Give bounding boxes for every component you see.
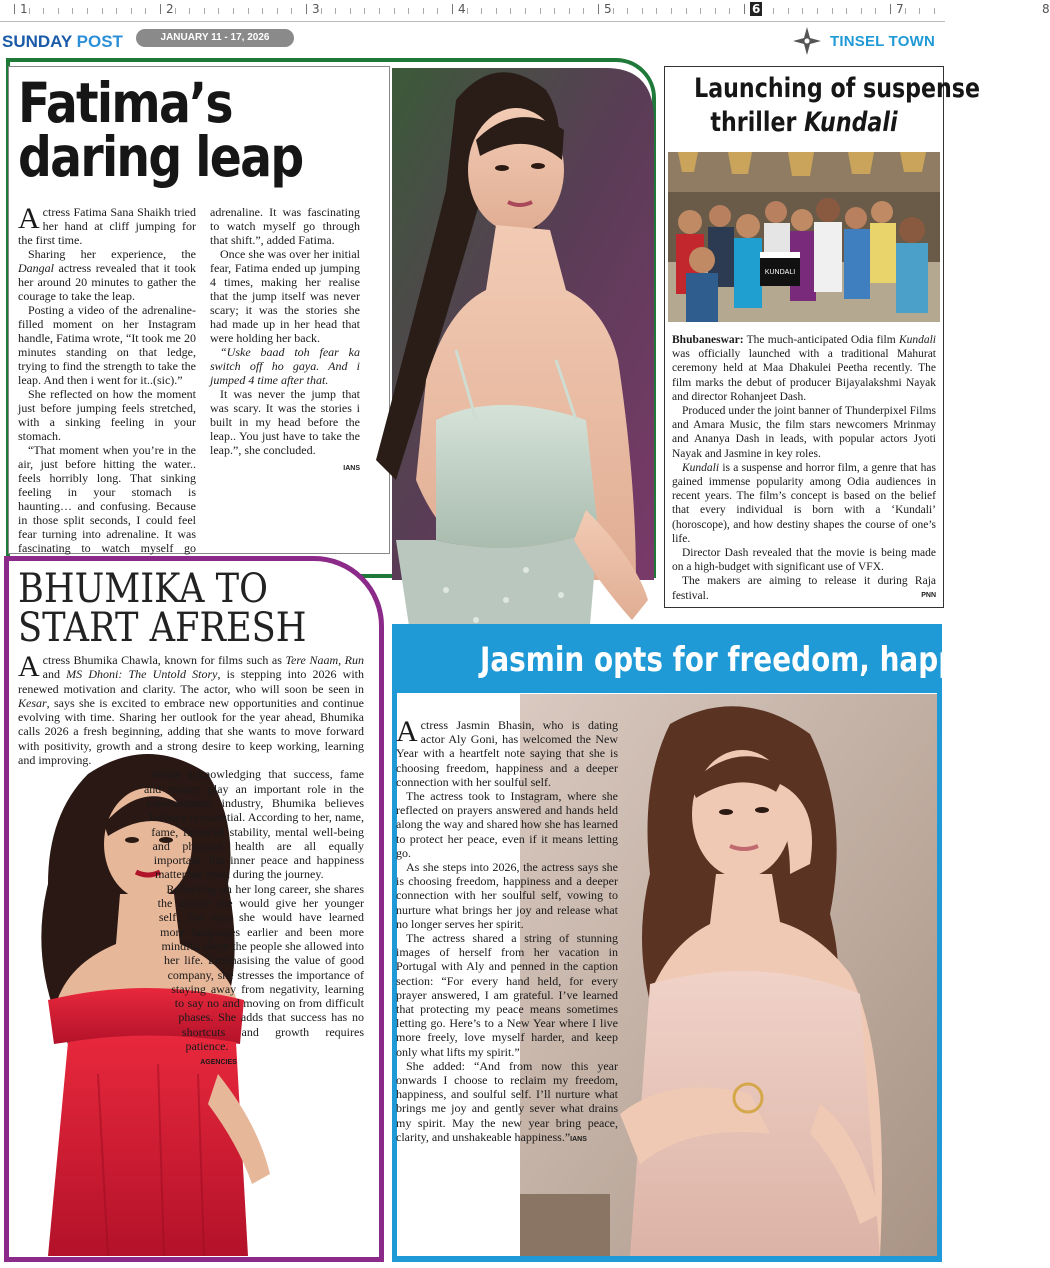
ruler-tick [218,8,219,14]
page-ruler [0,0,1050,22]
bhumika-paragraph-3: Reflecting on her long career, she shares the advice she would give her younger self. She says she would have learned more languages earlier and been more mindful about the people she allowed into her life. Emphasising the value of good company, she stresses the importance of staying away from negativity, learning to say no and moving on from difficult phases. She adds that success has no shortcuts and growth requires patience. [157,881,364,1054]
ruler-number: 5 [604,2,612,16]
ruler-tick [525,8,526,14]
ruler-tick [277,8,278,14]
kundali-credit: PNN [921,591,936,599]
ruler-tick [350,8,351,14]
ruler-number: 4 [458,2,466,16]
fatima-column-2: adrenaline. It was fascinating to watch myself go through that shift.”, added Fatima. Once she was over her initial fear, Fatima ended up jumping 4 times, making her realise that the jump itself was never scary; it was the stories she had made up in her head that were holding her back. “Uske baad toh fear ka switch off ho gaya. And i jumped 4 time after that. It was never the jump that was scary. It was the stories i built in my head before the leap.. You just have to take the leap.”, she concluded. IANS [210,205,360,472]
ruler-tick [248,8,249,14]
ruler-tick [364,8,365,14]
ruler-tick [627,8,628,14]
ruler-tick [700,8,701,14]
ruler-tick [569,8,570,14]
kundali-launch-photo [668,152,940,322]
bhumika-paragraph-1b: and [42,667,67,682]
fatima-paragraph-6: Once she was over her initial fear, Fatima ended up jumping 4 times, making her realise that the jump itself was never scary; it was the stories she had made up in her head that were holding her back. [210,247,360,345]
kundali-paragraph-1a: The much-anticipated Odia film [743,334,899,346]
ruler-tick [145,8,146,14]
bhumika-headline-line2: START AFRESH [18,605,307,651]
ruler-number: 6 [752,2,761,16]
issue-date: JANUARY 11 - 17, 2026 [136,29,294,47]
ruler-tick [87,8,88,14]
ruler-tick [583,8,584,14]
ruler-number: 8 [1042,2,1050,16]
kundali-paragraph-1b: was officially launched with a traditional Mahurat ceremony held at Maa Dhakulei Peetha recently. The film marks the debut of producer Bijayalakshmi Nayak and director Rohanjeet Dash. [672,348,936,403]
ruler-tick [233,8,234,14]
ruler-tick [102,8,103,14]
kundali-paragraph-2: Produced under the joint banner of Thunderpixel Films and Amara Music, the film stars newcomers Mrinmay and Ananya Dash in leads, with popular actors Jyoti Nayak and Jasmine in key roles. [672,405,936,460]
bhumika-paragraph-1c: , is stepping into 2026 with renewed motivation and clarity. The actor, who will soon be seen in [18,667,365,696]
ruler-number: 7 [896,2,904,16]
ruler-tick [452,4,453,14]
ruler-tick [715,8,716,14]
jasmin-paragraph-1: ctress Jasmin Bhasin, who is dating actor Aly Goni, has welcomed the New Year with a heartfelt note saying that she is choosing freedom, happiness and a deeper connection with her soulful self. [396,718,618,789]
bhumika-paragraph-1a: ctress Bhumika Chawla, known for films such as [42,653,286,667]
bhumika-credit: AGENCIES [200,1059,237,1067]
ruler-tick [510,8,511,14]
ruler-number: 1 [20,2,28,16]
ruler-tick [671,8,672,14]
jasmin-body [396,715,618,1147]
kundali-headline-line1: Launching of suspense [694,73,980,104]
fatima-drop-cap: A [18,202,40,235]
bhumika-headline-line1: BHUMIKA TO [18,566,269,612]
fatima-paragraph-2-film: Dangal [18,261,54,275]
ruler-tick [861,8,862,14]
ruler-tick [613,8,614,14]
section-name-sunday: SUNDAY [2,32,72,51]
kundali-paragraph-4: Director Dash revealed that the movie is being made on a high-budget with significant use of VFX. [672,547,936,574]
ruler-tick [379,8,380,14]
ruler-tick [642,8,643,14]
section-name-right: TINSEL TOWN [830,33,935,50]
fatima-credit: IANS [343,465,360,472]
ruler-tick [437,8,438,14]
section-name-left [2,32,123,52]
ruler-tick [467,8,468,14]
ruler-tick [408,8,409,14]
bhumika-paragraph-2: While acknowledging that success, fame and money play an important role in the entertainment industry, Bhumika believes balance is essential. According to her, name, fame, financial stability, mental well-being and physical health are all equally important, but inner peace and happiness matter the most during the journey. [143,767,364,882]
fatima-paragraph-1: ctress Fatima Sana Shaikh tried her hand at cliff jumping for the first time. [18,205,196,247]
ruler-tick [846,8,847,14]
jasmin-paragraph-5: She added: “And from now this year onwards I choose to reclaim my freedom, happiness, and soulful self. I’ll nurture what brings me joy and gently sever what drains my spirit. May the new year bring peace, clarity, and unshakeable happiness.” [396,1058,618,1144]
kundali-body [672,333,936,603]
ruler-tick [890,4,891,14]
fatima-headline-line1: Fatima’s [18,71,232,135]
ruler-tick [14,4,15,14]
kundali-paragraph-3-film: Kundali [682,461,720,474]
bhumika-drop-cap: A [18,650,40,683]
bhumika-body [18,650,365,1247]
ruler-tick [262,8,263,14]
fatima-headline [18,71,328,189]
ruler-tick [481,8,482,14]
ruler-tick [540,8,541,14]
ruler-tick [934,8,935,14]
section-name-post: POST [76,32,123,51]
ruler-tick [160,4,161,14]
kundali-headline-film: Kundali [804,107,898,138]
fatima-paragraph-3: Posting a video of the adrenaline-filled moment on her Instagram handle, Fatima wrote, “It took me 20 minutes standing on that ledge, trying to find the strength to take the leap. And then i went for it..(sic).” [18,303,196,387]
ruler-tick [72,8,73,14]
page-header [0,24,945,60]
ruler-tick [204,8,205,14]
kundali-headline-line2: thriller [710,107,805,138]
ruler-tick [919,8,920,14]
fatima-paragraph-4: She reflected on how the moment just before jumping feels stretched, with a sinking feeling in your stomach. [18,387,196,443]
ruler-tick [335,8,336,14]
jasmin-drop-cap: A [396,715,418,748]
ruler-tick [554,8,555,14]
fatima-paragraph-5: “That moment when you’re in the air, just before hitting the water.. feels horribly long. That sinking feeling in your stomach is haunting… and confusing. Because in those split seconds, I could feel fear turning into adrenaline. It was fascinating to watch myself go [18,443,196,555]
compass-rose-icon [792,26,822,56]
ruler-tick [656,8,657,14]
ruler-tick [788,8,789,14]
fatima-paragraph-8: It was never the jump that was scary. It was the stories i built in my head before the leap.. You just have to take the leap.”, she concluded. [210,387,360,457]
kundali-paragraph-3: is a suspense and horror film, a genre that has gained immense popularity among Odia audiences in recent years. The film’s concept is based on the belief that every individual is born with a ‘Kundali’ (horoscope), and how destiny shapes the course of one’s life. [672,461,936,545]
ruler-number: 2 [166,2,174,16]
ruler-tick [598,4,599,14]
fatima-paragraph-2b: actress revealed that it took her around 20 minutes to gather the courage to take the leap. [18,261,196,303]
bhumika-paragraph-1d: , says she is excited to embrace new opportunities and continue evolving with time. Sharing her outlook for the year ahead, Bhumika calls 2026 a fresh beginning, adding that she wants to move forward with positivity, growth and a strong desire to keep working, learning and improving. [18,695,364,768]
ruler-tick [306,4,307,14]
fatima-paragraph-2a: Sharing her experience, the [28,247,196,261]
ruler-tick [321,8,322,14]
bhumika-film-2: MS Dhoni: The Untold Story [66,667,218,682]
ruler-tick [744,4,745,14]
jasmin-headline: Jasmin opts for freedom, happiness [480,640,1040,680]
jasmin-credit: IANS [570,1135,587,1143]
bhumika-film-3: Kesar [18,695,47,710]
ruler-tick [43,8,44,14]
ruler-tick [116,8,117,14]
ruler-tick [802,8,803,14]
ruler-tick [686,8,687,14]
kundali-paragraph-5: The makers are aiming to release it during Raja festival. [672,575,936,602]
ruler-number: 3 [312,2,320,16]
ruler-tick [423,8,424,14]
ruler-tick [58,8,59,14]
bhumika-headline [18,566,308,651]
svg-text:KUNDALI: KUNDALI [764,269,796,276]
fatima-headline-line2: daring leap [18,125,303,189]
ruler-tick [291,8,292,14]
ruler-tick [832,8,833,14]
kundali-paragraph-1-film: Kundali [898,334,936,346]
jasmin-paragraph-3: As she steps into 2026, the actress says she is choosing freedom, happiness and a deeper connection with her soulful self, vowing to nurture what brings her joy and release what no longer serves her spirit. [396,860,618,931]
ruler-tick [189,8,190,14]
ruler-tick [29,8,30,14]
ruler-tick [131,8,132,14]
ruler-tick [175,8,176,14]
ruler-tick [394,8,395,14]
jasmin-paragraph-2: The actress took to Instagram, where she reflected on prayers answered and hands held along the way and shared how she has learned to protect her peace, even if it means letting go. [396,789,618,860]
ruler-tick [496,8,497,14]
ruler-tick [875,8,876,14]
fatima-paragraph-7: “Uske baad toh fear ka switch off ho gaya. And i jumped 4 time after that. [210,345,360,387]
kundali-dateline: Bhubaneswar: [672,334,744,346]
ruler-tick [817,8,818,14]
kundali-headline [694,72,980,140]
ruler-tick [729,8,730,14]
ruler-tick [905,8,906,14]
fatima-column-1 [18,202,196,555]
jasmin-paragraph-4: The actress shared a string of stunning images of herself from her vacation in Portugal with Aly and penned in the caption section: “For every hand held, for every prayer answered, I am grateful. I’ve learned that protecting my peace means sometimes letting go. Here’s to a New Year where I live more freely, love myself harder, and keep only what lifts my spirit.” [396,931,618,1059]
ruler-tick [773,8,774,14]
bhumika-film-1: Tere Naam, Run [285,653,365,667]
fatima-photo [336,60,654,672]
